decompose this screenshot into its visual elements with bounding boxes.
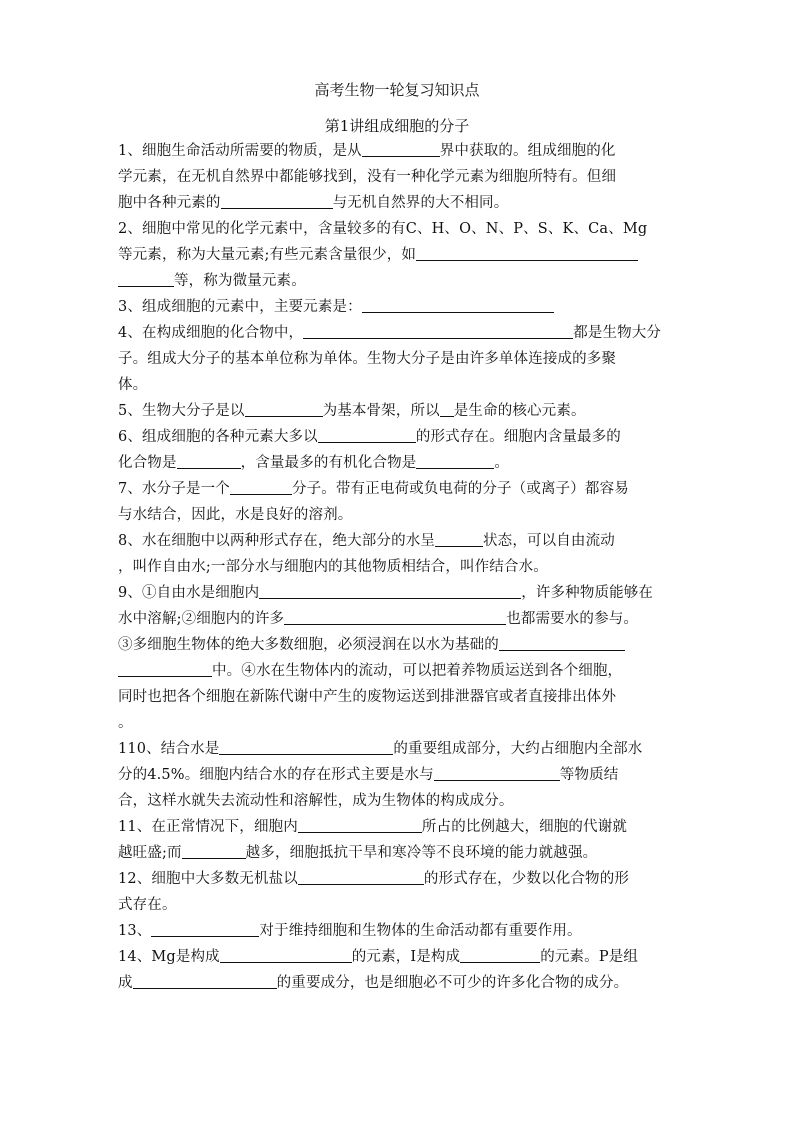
lecture-subtitle: 第1讲组成细胞的分子 [324, 117, 470, 135]
fill-in-blank[interactable] [362, 294, 554, 313]
line-text: 与无机自然界的大不相同。 [332, 195, 509, 211]
line-text: 14、Mg是构成 [118, 949, 220, 965]
line-text: 5、生物大分子是以 [118, 403, 245, 419]
line-text: 1、细胞生命活动所需要的物质，是从 [118, 143, 362, 159]
text-line [118, 944, 718, 970]
line-text: 。 [494, 455, 510, 471]
line-text: 8、水在细胞中以两种形式存在，绝大部分的水呈 [118, 533, 436, 549]
text-line [118, 918, 718, 944]
line-text: 所占的比例越大，细胞的代谢就 [421, 819, 628, 835]
text-line [118, 658, 718, 684]
line-text: 中。④水在生物体内的流动，可以把着养物质运送到各个细胞， [212, 663, 623, 679]
line-text: 化合物是 [118, 455, 177, 471]
question-10 [118, 736, 718, 814]
line-text: 。 [118, 715, 133, 731]
fill-in-blank[interactable] [416, 242, 638, 261]
line-text: 11、在正常情况下，细胞内 [118, 819, 298, 835]
line-text: ，叫作自由水;一部分水与细胞内的其他物质相结合，叫作结合水。 [118, 559, 548, 575]
line-text: 合，这样水就失去流动性和溶解性，成为生物体的构成成分。 [118, 793, 514, 809]
text-line [118, 684, 718, 710]
fill-in-blank[interactable] [220, 944, 352, 963]
text-line [118, 294, 718, 320]
fill-in-blank[interactable] [182, 840, 246, 859]
fill-in-blank[interactable] [298, 814, 422, 833]
line-text: 也都需要水的参与。 [506, 611, 639, 627]
line-text: 13、 [118, 923, 152, 939]
line-text: ，含量最多的有机化合物是 [240, 455, 417, 471]
line-text: 界中获取的。组成细胞的化 [439, 143, 616, 159]
text-line [118, 970, 718, 996]
question-14 [118, 944, 718, 996]
text-line [118, 216, 718, 242]
line-text: 分子。带有正电荷或负电荷的分子（或离子）都容易 [291, 481, 629, 497]
fill-in-blank[interactable] [434, 762, 560, 781]
line-text: 的元素。P是组 [540, 949, 639, 965]
question-2 [118, 216, 718, 294]
line-text: 的形式存在。细胞内含量最多的 [415, 429, 621, 445]
fill-in-blank[interactable] [284, 606, 506, 625]
text-line [118, 892, 718, 918]
line-text: 等物质结 [559, 767, 619, 783]
line-text: 同时也把各个细胞在新陈代谢中产生的废物运送到排泄器官或者直接排出体外 [118, 689, 617, 705]
question-6 [118, 424, 718, 476]
line-text: 成 [118, 975, 133, 991]
question-3 [118, 294, 718, 320]
text-line [118, 814, 718, 840]
question-12 [118, 866, 718, 918]
fill-in-blank[interactable] [303, 320, 573, 339]
line-text: 7、水分子是一个 [118, 481, 230, 497]
text-line [118, 528, 718, 554]
line-text: 体。 [118, 377, 148, 393]
text-line [118, 138, 718, 164]
text-line [118, 372, 718, 398]
line-text: 的重要成分，也是细胞必不可少的许多化合物的成分。 [276, 975, 629, 991]
fill-in-blank[interactable] [362, 138, 440, 157]
line-text: 学元素，在无机自然界中都能够找到，没有一种化学元素为细胞所特有。但细 [118, 169, 617, 185]
fill-in-blank[interactable] [221, 190, 333, 209]
text-line [118, 736, 718, 762]
line-text: 越旺盛;而 [118, 845, 182, 861]
text-line [118, 632, 718, 658]
fill-in-blank[interactable] [118, 658, 212, 677]
line-text: 子。组成大分子的基本单位称为单体。生物大分子是由许多单体连接成的多聚 [118, 351, 617, 367]
line-text: 4、在构成细胞的化合物中， [118, 325, 304, 341]
text-line [118, 320, 718, 346]
document-title: 高考生物一轮复习知识点 [314, 81, 480, 99]
fill-in-blank[interactable] [499, 632, 625, 651]
line-text: 110、结合水是 [118, 741, 220, 757]
question-7 [118, 476, 718, 528]
fill-in-blank[interactable] [133, 970, 277, 989]
line-text: 是生命的核心元素。 [453, 403, 586, 419]
fill-in-blank[interactable] [440, 398, 454, 417]
line-text: 的重要组成部分，大约占细胞内全部水 [393, 741, 643, 757]
line-text: 等元素，称为大量元素;有些元素含量很少，如 [118, 247, 417, 263]
question-9 [118, 580, 718, 736]
line-text: 等，称为微量元素。 [174, 273, 306, 289]
line-text: 2、细胞中常见的化学元素中，含量较多的有C、H、O、N、P、S、K、Ca、Mg [118, 221, 648, 237]
question-13 [118, 918, 718, 944]
text-line [118, 164, 718, 190]
text-line [118, 424, 718, 450]
text-line [118, 398, 718, 424]
text-line [118, 762, 718, 788]
line-text: 3、组成细胞的元素中，主要元素是： [118, 299, 362, 315]
fill-in-blank[interactable] [245, 398, 323, 417]
text-line [118, 242, 718, 268]
line-text: ③多细胞生物体的绝大多数细胞，必须浸润在以水为基础的 [118, 637, 499, 653]
line-text: 分的4.5%。细胞内结合水的存在形式主要是水与 [118, 767, 434, 783]
text-line [118, 268, 718, 294]
text-line [118, 346, 718, 372]
fill-in-blank[interactable] [460, 944, 540, 963]
text-line [118, 502, 718, 528]
question-11 [118, 814, 718, 866]
text-line [118, 606, 718, 632]
fill-in-blank[interactable] [298, 866, 424, 885]
line-text: 9、①自由水是细胞内 [118, 585, 260, 601]
question-8 [118, 528, 718, 580]
text-line [118, 190, 718, 216]
question-1 [118, 138, 718, 216]
line-text: 水中溶解;②细胞内的许多 [118, 611, 285, 627]
fill-in-blank[interactable] [219, 736, 393, 755]
line-text: 与水结合，因此，水是良好的溶剂。 [118, 507, 353, 523]
line-text: 状态，可以自由流动 [483, 533, 615, 549]
line-text: 式存在。 [118, 897, 177, 913]
text-line [118, 710, 718, 736]
line-text: ，许多种物质能够在 [521, 585, 654, 601]
text-line [118, 788, 718, 814]
line-text: 都是生物大分 [573, 325, 662, 341]
line-text: 12、细胞中大多数无机盐以 [118, 871, 298, 887]
line-text: 的元素，I是构成 [351, 949, 461, 965]
line-text: 越多，细胞抵抗干旱和寒冷等不良环境的能力就越强。 [245, 845, 598, 861]
text-line [118, 450, 718, 476]
text-line [118, 866, 718, 892]
text-line [118, 554, 718, 580]
line-text: 6、组成细胞的各种元素大多以 [118, 429, 318, 445]
line-text: 胞中各种元素的 [118, 195, 221, 211]
fill-in-blank[interactable] [259, 580, 521, 599]
question-5 [118, 398, 718, 424]
fill-in-blank[interactable] [151, 918, 259, 937]
fill-in-blank[interactable] [230, 476, 292, 495]
line-text: 的形式存在，少数以化合物的形 [423, 871, 630, 887]
text-line [118, 840, 718, 866]
text-line [118, 580, 718, 606]
fill-in-blank[interactable] [118, 268, 174, 287]
text-line [118, 476, 718, 502]
fill-in-blank[interactable] [416, 450, 494, 469]
line-text: 对于维持细胞和生物体的生命活动都有重要作用。 [259, 923, 582, 939]
fill-in-blank[interactable] [177, 450, 241, 469]
fill-in-blank[interactable] [318, 424, 416, 443]
fill-in-blank[interactable] [435, 528, 483, 547]
line-text: 为基本骨架，所以 [322, 403, 440, 419]
question-4 [118, 320, 718, 398]
